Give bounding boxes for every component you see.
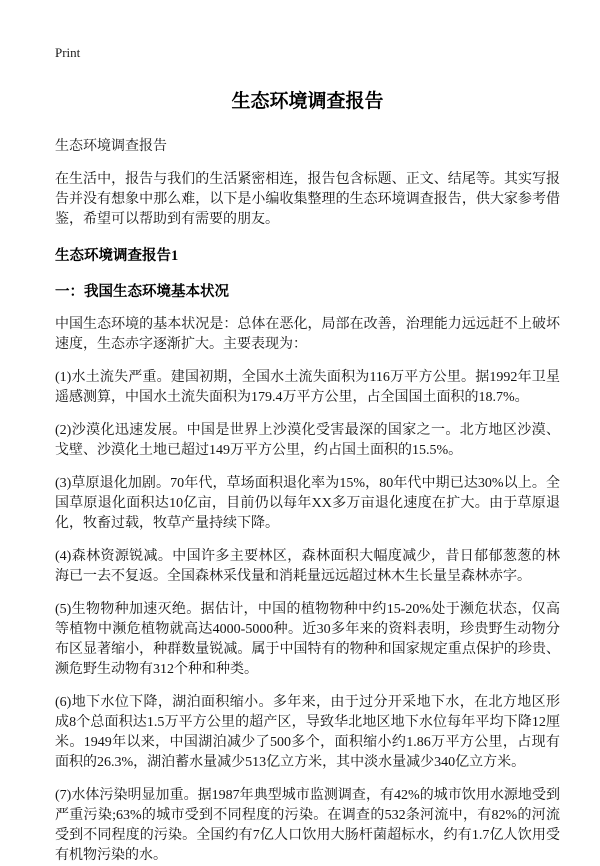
document-title: 生态环境调查报告 bbox=[231, 91, 384, 112]
intro-paragraph: 在生活中，报告与我们的生活紧密相连，报告包含标题、正文、结尾等。其实写报告并没有想象中那么难，以下是小编收集整理的生态环境调查报告，供大家参考借鉴，希望可以帮助到有需要的朋友。 bbox=[55, 172, 560, 227]
point-paragraph-2: (2)沙漠化迅速发展。中国是世界上沙漠化受害最深的国家之一。北方地区沙漠、戈壁、沙漠化土地已超过149万平方公里，约占国土面积的15.5%。 bbox=[55, 423, 560, 458]
report-number-heading: 生态环境调查报告1 bbox=[55, 248, 179, 264]
overview-paragraph: 中国生态环境的基本状况是：总体在恶化，局部在改善，治理能力远远赶不上破坏速度，生态赤字逐渐扩大。主要表现为： bbox=[55, 317, 560, 352]
point-paragraph-5: (5)生物物种加速灭绝。据估计，中国的植物物种中约15-20%处于濒危状态，仅高等植物中濒危植物就高达4000-5000种。近30多年来的资料表明，珍贵野生动物分布区显著缩小，种群数量锐减。属于中国特有的物种和国家规定重点保护的珍贵、濒危野生动物有312个种和种类。 bbox=[55, 602, 560, 677]
document-subtitle: 生态环境调查报告 bbox=[55, 139, 167, 154]
print-button[interactable]: Print bbox=[55, 45, 81, 60]
point-paragraph-7: (7)水体污染明显加重。据1987年典型城市监测调查，有42%的城市饮用水源地受到严重污染;63%的城市受到不同程度的污染。在调查的532条河流中，有82%的河流受到不同程度的污染。全国约有7亿人口饮用大肠杆菌超标水，约有1.7亿人饮用受有机物污染的水。 bbox=[55, 788, 560, 863]
point-paragraph-1: (1)水土流失严重。建国初期，全国水土流失面积为116万平方公里。据1992年卫星遥感测算，中国水土流失面积为179.4万平方公里，占全国国土面积的18.7%。 bbox=[55, 370, 560, 405]
point-paragraph-6: (6)地下水位下降，湖泊面积缩小。多年来，由于过分开采地下水，在北方地区形成8个总面积达1.5万平方公里的超产区，导致华北地区地下水位每年平均下降12厘米。1949年以来，中国湖泊减少了500多个，面积缩小约1.86万平方公里，占现有面积的26.3%，湖泊蓄水量减少513亿立方米，其中淡水量减少340亿立方米。 bbox=[55, 695, 560, 770]
section-heading-basic-status: 一：我国生态环境基本状况 bbox=[55, 284, 229, 300]
point-paragraph-3: (3)草原退化加剧。70年代，草场面积退化率为15%，80年代中期已达30%以上。全国草原退化面积达10亿亩，目前仍以每年XX多万亩退化速度在扩大。由于草原退化，牧畜过载，牧草产量持续下降。 bbox=[55, 476, 560, 531]
point-paragraph-4: (4)森林资源锐减。中国许多主要林区，森林面积大幅度减少，昔日郁郁葱葱的林海已一去不复返。全国森林采伐量和消耗量远远超过林木生长量呈森林赤字。 bbox=[55, 549, 560, 584]
